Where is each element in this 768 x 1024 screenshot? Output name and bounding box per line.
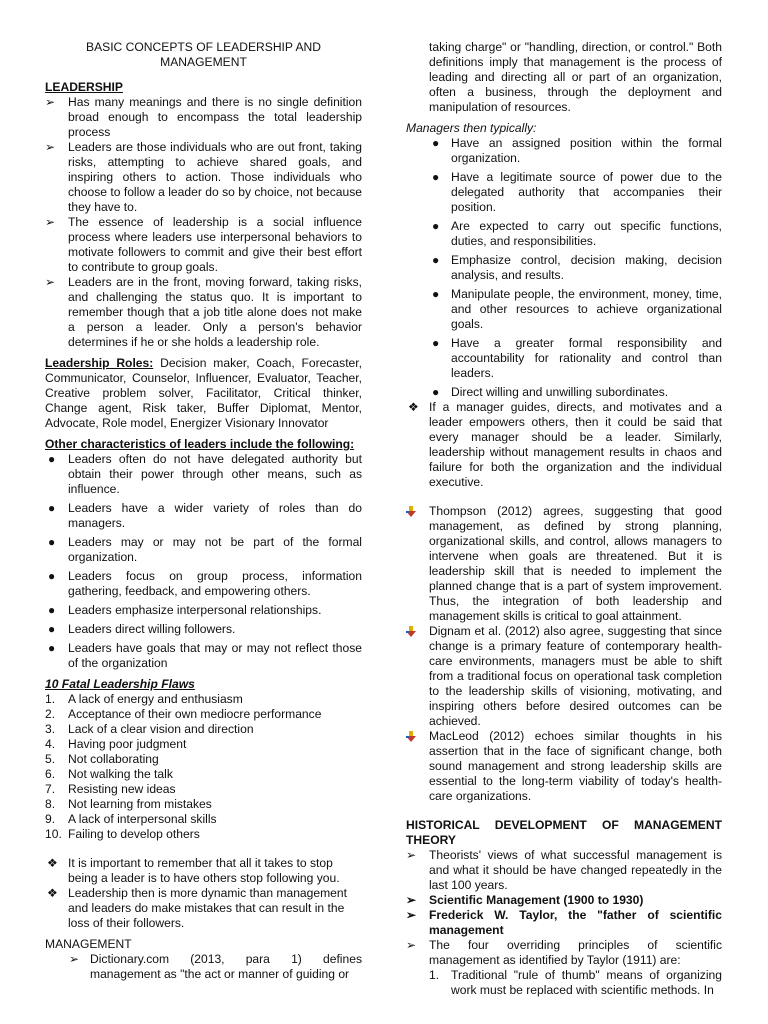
list-number: 7. (45, 782, 56, 796)
list-item-text: The four overriding principles of scientific management as identified by Taylor (1911) are: (429, 938, 722, 967)
list-item-text: Theorists' views of what successful management is and what it should be have changed repeatedly in the last 100 years. (429, 848, 722, 892)
list-item (406, 893, 722, 908)
list-item (406, 385, 722, 400)
dot-bullet-icon: ● (432, 385, 440, 399)
list-item-text: Traditional "rule of thumb" means of organizing work must be replaced with scientific methods. In (451, 968, 722, 997)
dot-bullet-icon: ● (432, 136, 440, 150)
list-number: 6. (45, 767, 56, 781)
list-item (45, 812, 362, 827)
principles-list (406, 968, 722, 998)
list-item-text: Resisting new ideas (68, 782, 176, 796)
four-diamond-bullet-icon: ❖ (408, 400, 419, 414)
list-item-text: Not walking the talk (68, 767, 173, 781)
list-number: 5. (45, 752, 56, 766)
list-item (45, 452, 362, 497)
list-item-text: It is important to remember that all it takes to stop being a leader is to have others stop following you. (68, 856, 340, 885)
list-number: 1. (429, 968, 440, 982)
managers-label: Managers then typically: (406, 121, 537, 135)
list-item-text: Failing to develop others (68, 827, 200, 841)
list-item-text: Has many meanings and there is no single definition broad enough to encompass the total leadership process (68, 95, 362, 139)
list-item-text: Manipulate people, the environment, money, time, and other resources to achieve organizational goals. (451, 287, 722, 331)
list-item-text: Leaders direct willing followers. (68, 622, 236, 636)
fatal-flaws-list (45, 692, 362, 842)
right-column (406, 40, 722, 998)
title-line-1: BASIC CONCEPTS OF LEADERSHIP AND (86, 40, 321, 54)
dot-bullet-icon: ● (432, 219, 440, 233)
historical-development-heading: HISTORICAL DEVELOPMENT OF MANAGEMENT THEORY (406, 818, 722, 847)
list-item-text: Direct willing and unwilling subordinates. (451, 385, 669, 399)
fatal-flaws-heading: 10 Fatal Leadership Flaws (45, 677, 195, 691)
list-item-text: Leaders are those individuals who are out front, taking risks, attempting to achieve shared goals, and inspiring others to action. Those individuals who choose to follow a leader do so by choice, not because they have to. (68, 140, 362, 214)
other-characteristics-list (45, 452, 362, 671)
list-item (45, 767, 362, 782)
arrowhead-bullet-icon: ➢ (406, 938, 417, 952)
dot-bullet-icon: ● (432, 287, 440, 301)
list-item (45, 856, 362, 886)
list-item (406, 219, 722, 249)
other-characteristics-heading: Other characteristics of leaders include the following: (45, 437, 355, 451)
list-item (45, 535, 362, 565)
list-item (45, 215, 362, 275)
list-item-text: Frederick W. Taylor, the "father of scientific management (429, 908, 722, 937)
arrowhead-bullet-icon: ➢ (45, 140, 56, 154)
list-item-text: A lack of interpersonal skills (68, 812, 217, 826)
list-item-text: Lack of a clear vision and direction (68, 722, 254, 736)
list-item (45, 827, 362, 842)
dot-bullet-icon: ● (432, 336, 440, 350)
list-item (45, 797, 362, 812)
list-item-text: Not learning from mistakes (68, 797, 212, 811)
list-item-text: Scientific Management (1900 to 1930) (429, 893, 644, 907)
list-item-text: Dictionary.com (2013, para 1) defines management as "the act or manner of guiding or (90, 952, 362, 981)
list-item (406, 253, 722, 283)
four-diamond-bullet-icon: ❖ (47, 856, 58, 870)
list-item (406, 170, 722, 215)
list-item-text: Dignam et al. (2012) also agree, suggesting that since change is a primary feature of contemporary health-care environments, managers must be able to shift from a traditional focus on operational task completion to the leadership skills of visioning, motivating, and inspiring others before desired outcomes can be achieved. (429, 624, 722, 728)
dot-bullet-icon: ● (48, 622, 56, 636)
list-number: 1. (45, 692, 56, 706)
arrowhead-bullet-icon: ➢ (45, 95, 56, 109)
definition-continuation: taking charge" or "handling, direction, or control." Both definitions imply that management is the process of leading and directing all or part of an organization, often a business, through the deployment and manipulation of resources. (429, 40, 722, 114)
dot-bullet-icon: ● (48, 501, 56, 515)
list-item-text: Are expected to carry out specific functions, duties, and responsibilities. (451, 219, 722, 248)
arrowhead-bullet-icon: ➢ (406, 908, 417, 922)
list-item-text: Have a greater formal responsibility and accountability for rationality and control than leaders. (451, 336, 722, 380)
arrowhead-bullet-icon: ➢ (45, 275, 56, 289)
list-item (45, 603, 362, 618)
list-item-text: Emphasize control, decision making, decision analysis, and results. (451, 253, 722, 282)
dot-bullet-icon: ● (432, 253, 440, 267)
list-item-text: Leaders may or may not be part of the formal organization. (68, 535, 362, 564)
list-item (45, 501, 362, 531)
list-number: 8. (45, 797, 56, 811)
list-item-text: Leadership then is more dynamic than management and leaders do make mistakes that can result in the loss of their followers. (68, 886, 347, 930)
list-item (45, 782, 362, 797)
leadership-roles-paragraph (45, 356, 362, 431)
dot-bullet-icon: ● (48, 603, 56, 617)
list-item-text: If a manager guides, directs, and motivates and a leader empowers others, then it could be said that every manager should be a leader. Similarly, leadership without management results in chaos and failure for both the organization and the individual executive. (429, 400, 722, 489)
list-item (45, 140, 362, 215)
list-item (406, 504, 722, 624)
list-item-text: Leaders have a wider variety of roles than do managers. (68, 501, 362, 530)
list-item (406, 729, 722, 804)
list-item-text: Have an assigned position within the formal organization. (451, 136, 722, 165)
roles-label: Leadership Roles: (45, 356, 154, 370)
list-item (406, 400, 722, 490)
history-list (406, 848, 722, 968)
four-diamond-bullet-icon: ❖ (47, 886, 58, 900)
list-item-text: Not collaborating (68, 752, 159, 766)
colored-arrow-bullet-icon (406, 626, 424, 641)
dot-bullet-icon: ● (48, 452, 56, 466)
list-item (45, 707, 362, 722)
list-item (406, 336, 722, 381)
list-item-text: MacLeod (2012) echoes similar thoughts in his assertion that in the face of significant change, both sound management and strong leadership skills are essential to the long-term viability of today's health-care organizations. (429, 729, 722, 803)
list-item (406, 624, 722, 729)
list-item (45, 622, 362, 637)
list-number: 3. (45, 722, 56, 736)
list-item-text: A lack of energy and enthusiasm (68, 692, 243, 706)
empower-list (406, 400, 722, 490)
list-item (406, 968, 722, 998)
list-item (45, 569, 362, 599)
citations-list (406, 504, 722, 804)
roles-text: Decision maker, Coach, Forecaster, Communicator, Counselor, Influencer, Evaluator, Teacher, Creative problem solver, Facilitator, Critical thinker, Change agent, Risk taker, Buffer Diplomat, Mentor, Advocate, Role model, Energizer Visionary Innovator (45, 356, 362, 430)
arrowhead-bullet-icon: ➢ (69, 952, 80, 966)
list-item-text: Leaders often do not have delegated authority but obtain their power through other means, such as influence. (68, 452, 362, 496)
dot-bullet-icon: ● (48, 569, 56, 583)
list-item (45, 886, 362, 931)
list-number: 9. (45, 812, 56, 826)
list-item (45, 952, 362, 982)
leadership-remember-list (45, 856, 362, 931)
list-number: 2. (45, 707, 56, 721)
list-item (45, 641, 362, 671)
list-item (45, 692, 362, 707)
arrowhead-bullet-icon: ➢ (406, 848, 417, 862)
dot-bullet-icon: ● (48, 535, 56, 549)
list-item (45, 752, 362, 767)
colored-arrow-bullet-icon (406, 731, 424, 746)
list-item-text: Thompson (2012) agrees, suggesting that good management, as defined by strong planning, organizational skills, and control, allows managers to intervene when goals are threatened. But it is leadership skill that is needed to implement the planned change that is a part of system improvement. Thus, the integration of both leadership and management skills is critical to goal attainment. (429, 504, 722, 623)
list-item-text: Leaders are in the front, moving forward, taking risks, and challenging the status quo. It is important to remember though that a job title alone does not make a person a leader. Only a person's behavior determines if he or she holds a leadership role. (68, 275, 362, 349)
list-item-text: Having poor judgment (68, 737, 187, 751)
arrowhead-bullet-icon: ➢ (45, 215, 56, 229)
dot-bullet-icon: ● (48, 641, 56, 655)
list-item (45, 95, 362, 140)
managers-list (406, 136, 722, 400)
list-item-text: Leaders emphasize interpersonal relationships. (68, 603, 322, 617)
list-item-text: Acceptance of their own mediocre performance (68, 707, 322, 721)
list-item-text: The essence of leadership is a social influence process where leaders use interpersonal behaviors to motivate followers to commit and give their best effort to contribute to group goals. (68, 215, 362, 274)
list-item (406, 136, 722, 166)
list-item-text: Have a legitimate source of power due to the delegated authority that accompanies their position. (451, 170, 722, 214)
list-item (406, 938, 722, 968)
leadership-heading: LEADERSHIP (45, 80, 123, 94)
list-item-text: Leaders focus on group process, information gathering, feedback, and empowering others. (68, 569, 362, 598)
list-number: 4. (45, 737, 56, 751)
list-item (45, 722, 362, 737)
dot-bullet-icon: ● (432, 170, 440, 184)
document-title (45, 40, 362, 70)
leadership-points-list (45, 95, 362, 350)
title-line-2: MANAGEMENT (160, 55, 247, 69)
list-item (45, 275, 362, 350)
list-number: 10. (45, 827, 62, 841)
management-def-list (45, 952, 362, 982)
left-column (45, 40, 362, 982)
list-item (406, 908, 722, 938)
list-item-text: Leaders have goals that may or may not reflect those of the organization (68, 641, 362, 670)
list-item (406, 848, 722, 893)
arrowhead-bullet-icon: ➢ (406, 893, 417, 907)
list-item (406, 287, 722, 332)
list-item (45, 737, 362, 752)
colored-arrow-bullet-icon (406, 506, 424, 521)
management-heading: MANAGEMENT (45, 937, 132, 951)
